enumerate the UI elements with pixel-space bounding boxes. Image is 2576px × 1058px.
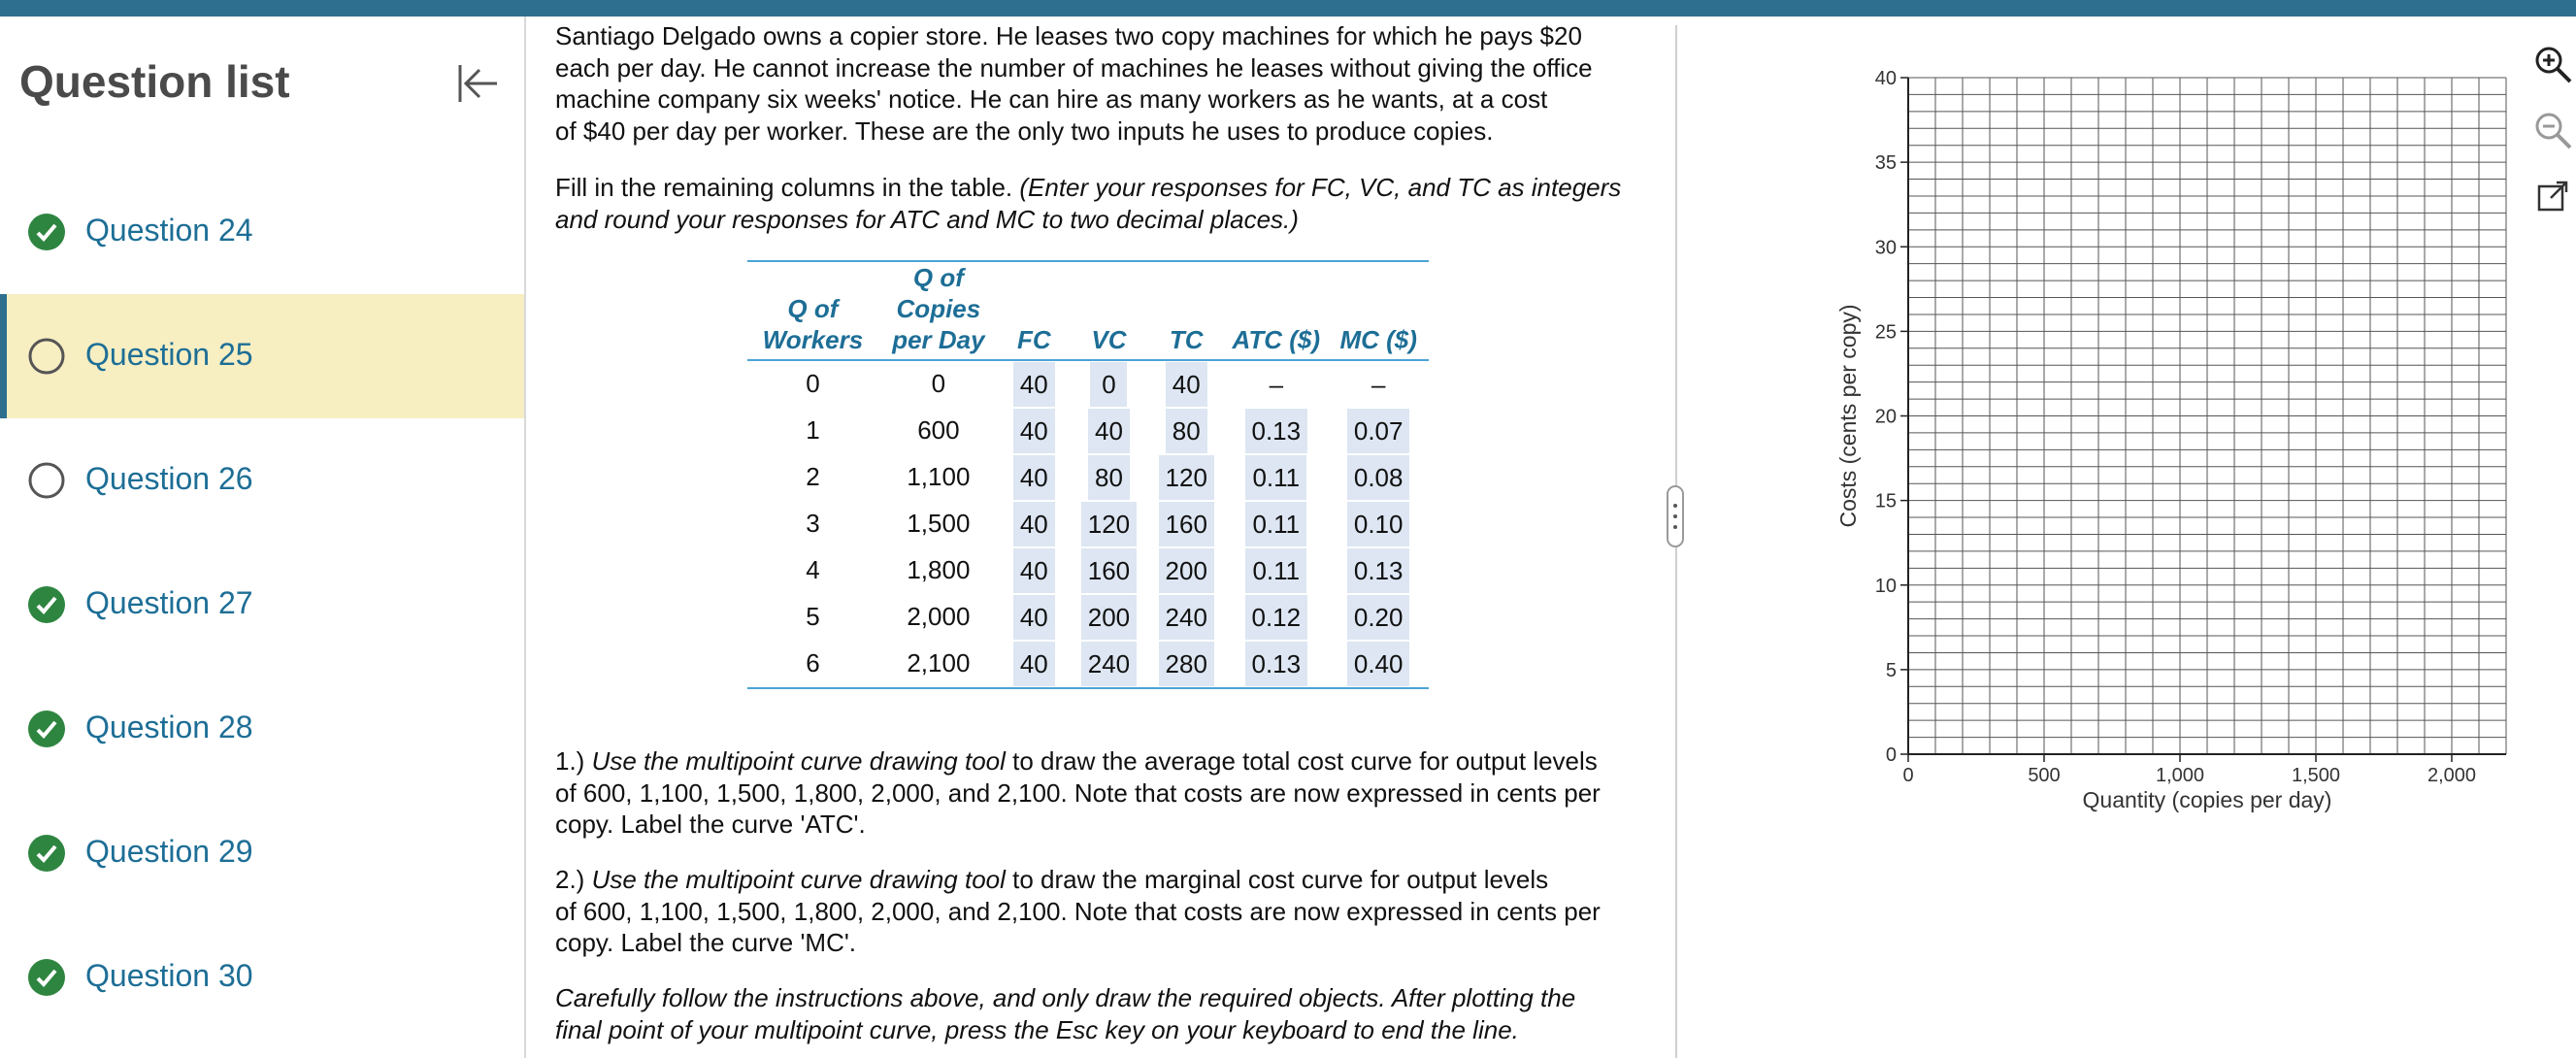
question-list-item[interactable] (0, 543, 524, 667)
cell-fc[interactable]: 40 (999, 360, 1070, 408)
question-label: Question 26 (85, 461, 253, 496)
cell-fc[interactable]: 40 (999, 547, 1070, 594)
cell-mc: – (1371, 370, 1386, 399)
cell-copies: 2,100 (907, 648, 971, 678)
cell-tc[interactable]: 200 (1148, 547, 1224, 594)
question-label: Question 27 (85, 585, 253, 620)
cell-atc[interactable]: 0.11 (1224, 547, 1328, 594)
cell-mc[interactable]: 0.20 (1328, 594, 1429, 641)
x-tick-label: 500 (2028, 765, 2061, 786)
question-list-item[interactable] (0, 791, 524, 915)
fill-instruction: Fill in the remaining columns in the table. (Enter your responses for FC, VC, and TC as integers and round your responses for ATC and MC to two decimal places.) (555, 173, 1622, 234)
empty-circle-icon (27, 337, 66, 376)
header-fc: FC (1016, 325, 1051, 354)
x-tick-label: 0 (1902, 765, 1914, 786)
cell-atc[interactable]: 0.12 (1224, 594, 1328, 641)
collapse-left-icon[interactable] (452, 59, 501, 108)
table-row (747, 641, 1429, 688)
cell-atc[interactable]: 0.11 (1224, 501, 1328, 547)
cell-copies: 600 (917, 415, 960, 445)
y-tick-label: 20 (1874, 406, 1897, 428)
header-copies: Q of Copies per Day (892, 263, 985, 354)
table-row (747, 547, 1429, 594)
y-tick-label: 35 (1874, 152, 1897, 175)
x-tick-label: 2,000 (2427, 765, 2477, 786)
cell-tc[interactable]: 160 (1148, 501, 1224, 547)
cell-tc[interactable]: 120 (1148, 454, 1224, 501)
question-list-title: Question list (19, 56, 290, 107)
cell-mc[interactable]: 0.40 (1328, 641, 1429, 688)
question-label: Question 29 (85, 834, 253, 869)
question-list-item[interactable] (0, 418, 524, 543)
popout-icon[interactable] (2531, 175, 2574, 217)
cell-tc[interactable]: 240 (1148, 594, 1224, 641)
check-circle-icon (27, 958, 66, 997)
cell-copies: 1,800 (907, 555, 971, 584)
y-tick-label: 15 (1874, 490, 1897, 512)
cell-atc: – (1269, 370, 1284, 399)
top-bar (0, 0, 2576, 17)
zoom-out-icon[interactable] (2531, 109, 2574, 151)
cell-workers: 2 (806, 462, 820, 491)
cell-tc[interactable]: 40 (1148, 360, 1224, 408)
header-mc: MC ($) (1339, 325, 1417, 354)
question-content (553, 17, 1679, 1058)
y-tick-label: 0 (1885, 744, 1897, 766)
cell-vc[interactable]: 200 (1070, 594, 1149, 641)
question-list-item[interactable] (0, 294, 524, 418)
zoom-in-icon[interactable] (2531, 43, 2574, 85)
cell-copies: 1,100 (907, 462, 971, 491)
y-tick-label: 10 (1874, 575, 1897, 597)
cost-graph[interactable] (1825, 58, 2524, 835)
check-circle-icon (27, 834, 66, 873)
cell-copies: 2,000 (907, 602, 971, 631)
cell-workers: 5 (806, 602, 820, 631)
cell-atc[interactable]: 0.11 (1224, 454, 1328, 501)
cell-vc[interactable]: 0 (1070, 360, 1149, 408)
cell-fc[interactable]: 40 (999, 594, 1070, 641)
y-tick-label: 5 (1885, 659, 1897, 681)
cell-vc[interactable]: 160 (1070, 547, 1149, 594)
cell-vc[interactable]: 40 (1070, 408, 1149, 454)
y-tick-label: 40 (1874, 68, 1897, 89)
question-list-item[interactable] (0, 915, 524, 1040)
cell-tc[interactable]: 80 (1148, 408, 1224, 454)
cell-mc[interactable]: 0.07 (1328, 408, 1429, 454)
header-workers: Q of Workers (762, 294, 864, 354)
check-circle-icon (27, 585, 66, 624)
question-list-sidebar (0, 17, 526, 1058)
y-tick-label: 25 (1874, 321, 1897, 344)
cell-copies: 0 (931, 369, 946, 398)
question-label: Question 28 (85, 710, 253, 744)
careful-note: Carefully follow the instructions above, and only draw the required objects. After plotting the final point of your multipoint curve, press the Esc key on your keyboard to end the line. (555, 983, 1576, 1044)
cell-copies: 1,500 (907, 509, 971, 538)
cell-fc[interactable]: 40 (999, 501, 1070, 547)
cell-workers: 4 (806, 555, 820, 584)
x-axis-label: Quantity (copies per day) (2082, 787, 2332, 812)
cell-mc[interactable]: 0.13 (1328, 547, 1429, 594)
cell-tc[interactable]: 280 (1148, 641, 1224, 688)
cell-fc[interactable]: 40 (999, 454, 1070, 501)
cell-workers: 3 (806, 509, 820, 538)
header-tc: TC (1169, 325, 1204, 354)
cell-fc[interactable]: 40 (999, 408, 1070, 454)
y-axis-label: Costs (cents per copy) (1835, 304, 1861, 528)
problem-intro: Santiago Delgado owns a copier store. He leases two copy machines for which he pays $20 each per day. He cannot increase the number of machines he leases without giving the office machine company six weeks' notice. He can hire as many workers as he wants, at a cost of $40 per day per worker. These are the only two inputs he uses to produce copies. (555, 21, 1593, 146)
cell-fc[interactable]: 40 (999, 641, 1070, 688)
question-label: Question 30 (85, 958, 253, 993)
question-list-item[interactable] (0, 667, 524, 791)
question-label: Question 24 (85, 213, 253, 248)
check-circle-icon (27, 710, 66, 748)
question-label: Question 25 (85, 337, 253, 372)
cell-vc[interactable]: 80 (1070, 454, 1149, 501)
cell-atc[interactable]: 0.13 (1224, 641, 1328, 688)
table-row (747, 360, 1429, 408)
question-list-item[interactable] (0, 170, 524, 294)
cell-mc[interactable]: 0.10 (1328, 501, 1429, 547)
cell-workers: 1 (806, 415, 820, 445)
cell-workers: 0 (806, 369, 820, 398)
table-row (747, 594, 1429, 641)
check-circle-icon (27, 213, 66, 251)
y-tick-label: 30 (1874, 237, 1897, 259)
table-row (747, 408, 1429, 454)
instruction-step-2: 2.) Use the multipoint curve drawing tool to draw the marginal cost curve for output levels of 600, 1,100, 1,500, 1,800, 2,000, and 2,100. Note that costs are now expressed in cents per copy. Label the curve 'MC'. (555, 865, 1601, 957)
cell-vc[interactable]: 120 (1070, 501, 1149, 547)
cell-workers: 6 (806, 648, 820, 678)
cell-vc[interactable]: 240 (1070, 641, 1149, 688)
table-header-row (747, 261, 1429, 360)
cost-table (747, 260, 1429, 689)
header-atc: ATC ($) (1232, 325, 1321, 354)
cell-atc[interactable]: 0.13 (1224, 408, 1328, 454)
table-row (747, 501, 1429, 547)
table-row (747, 454, 1429, 501)
x-tick-label: 1,000 (2155, 765, 2205, 786)
header-vc: VC (1091, 325, 1127, 354)
cell-mc[interactable]: 0.08 (1328, 454, 1429, 501)
instruction-step-1: 1.) Use the multipoint curve drawing tool to draw the average total cost curve for output levels of 600, 1,100, 1,500, 1,800, 2,000, and 2,100. Note that costs are now expressed in cents per copy. Label the curve 'ATC'. (555, 746, 1601, 839)
empty-circle-icon (27, 461, 66, 500)
pane-resize-handle[interactable] (1667, 485, 1684, 547)
x-tick-label: 1,500 (2291, 765, 2341, 786)
